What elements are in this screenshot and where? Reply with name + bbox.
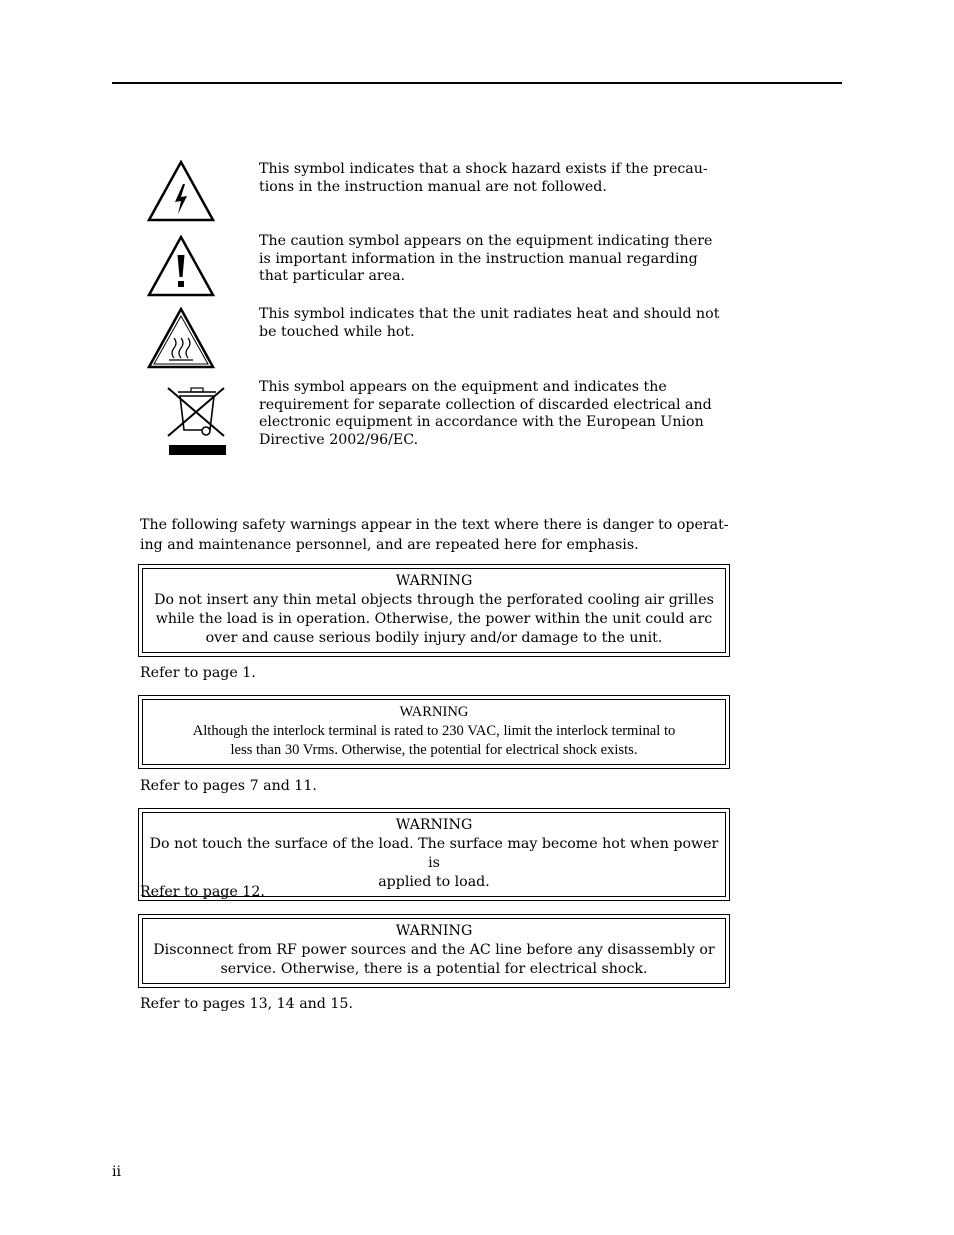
page-number: ii — [112, 1164, 122, 1180]
page-reference: Refer to pages 13, 14 and 15. — [140, 996, 353, 1012]
warning-title: WARNING — [395, 573, 473, 589]
warning-content: WARNING Although the interlock terminal is rated to 230 VAC, limit the interlock terminal to less than 30 Vrms. Otherwise, the potential for electrical shock exists. — [142, 699, 726, 765]
warning-box — [138, 695, 730, 769]
symbol-description: This symbol appears on the equipment and indicates the requirement for separate collection of discarded electrical and electronic equipment in accordance with the European Union Directive 2002/96/EC. — [259, 379, 712, 448]
weee-bin-icon — [164, 384, 230, 458]
shock-hazard-icon — [147, 160, 215, 222]
page-reference: Refer to pages 7 and 11. — [140, 778, 317, 794]
page-reference: Refer to page 1. — [140, 665, 256, 681]
warning-box — [138, 914, 730, 988]
warning-content: WARNING Do not touch the surface of the load. The surface may become hot when power is applied to load. — [142, 812, 726, 897]
warning-title: WARNING — [399, 704, 469, 720]
warning-title: WARNING — [395, 923, 473, 939]
intro-paragraph: The following safety warnings appear in the text where there is danger to operat- ing and maintenance personnel, and are repeated here for emphasis. — [140, 517, 729, 553]
symbol-description: This symbol indicates that the unit radiates heat and should not be touched while hot. — [259, 306, 720, 340]
symbol-description: The caution symbol appears on the equipment indicating there is important information in the instruction manual regarding that particular area. — [259, 233, 713, 284]
caution-icon — [147, 235, 215, 297]
header-rule — [112, 82, 842, 84]
hot-surface-icon — [147, 307, 215, 369]
warning-content: WARNING Disconnect from RF power sources and the AC line before any disassembly or service. Otherwise, there is a potential for electrical shock. — [142, 918, 726, 984]
page-reference: Refer to page 12. — [140, 884, 265, 900]
warning-box — [138, 564, 730, 657]
warning-content: WARNING Do not insert any thin metal objects through the perforated cooling air grilles while the load is in operation. Otherwise, the power within the unit could arc over and cause serious bodily injury and/or damage to the unit. — [142, 568, 726, 653]
symbol-description: This symbol indicates that a shock hazard exists if the precau- tions in the instruction manual are not followed. — [259, 161, 708, 195]
warning-title: WARNING — [395, 817, 473, 833]
